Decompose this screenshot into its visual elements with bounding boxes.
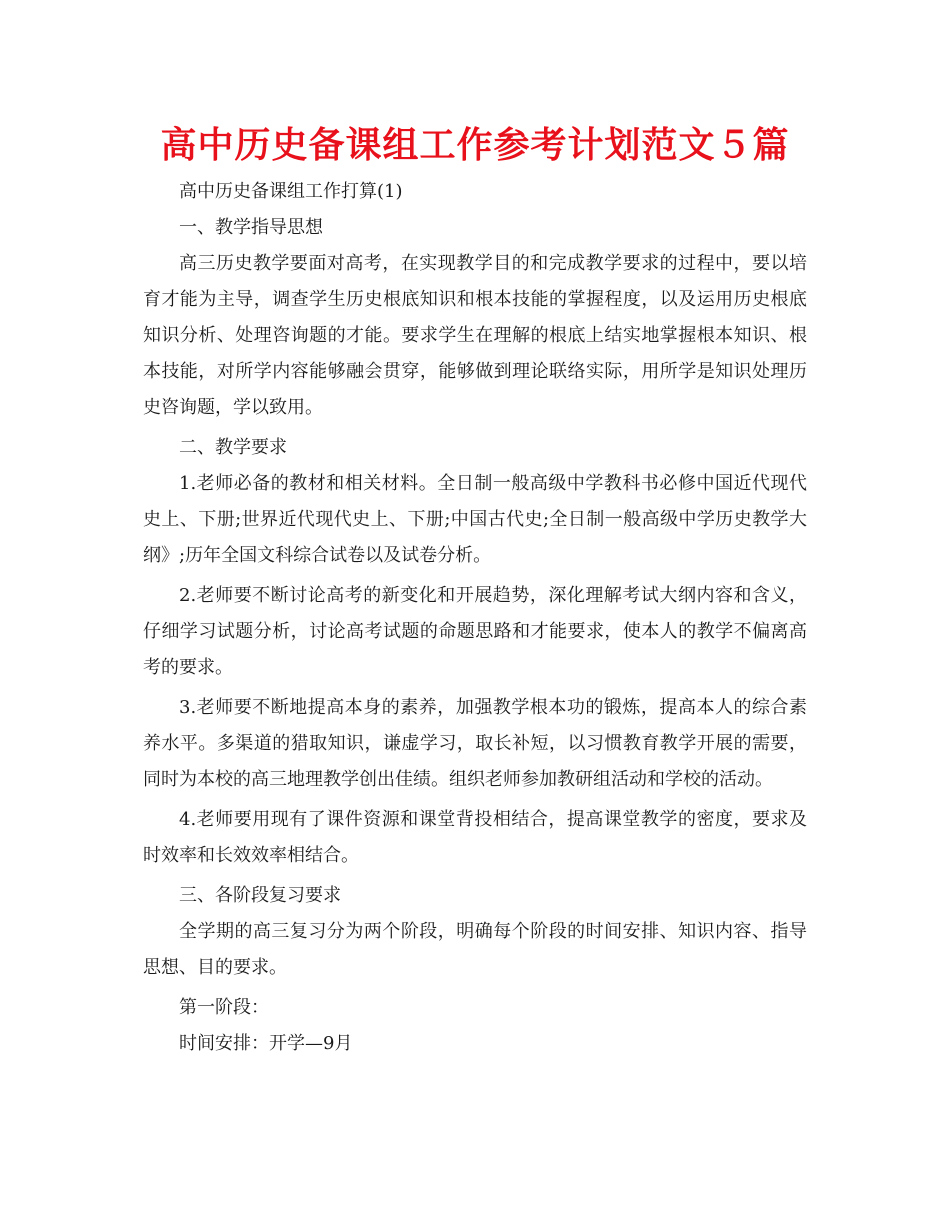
section-heading-stage-requirements: 三、各阶段复习要求 xyxy=(179,885,341,906)
stage-one-time: 时间安排：开学—9月 xyxy=(179,1033,353,1054)
document-title: 高中历史备课组工作参考计划范文５篇 xyxy=(160,125,790,166)
list-item-courseware: 4.老师要用现有了课件资源和课堂背投相结合，提高课堂教学的密度，要求及时效率和长效效率相结合。 xyxy=(143,809,807,866)
list-item-exam-research: 2.老师要不断讨论高考的新变化和开展趋势，深化理解考试大纲内容和含义，仔细学习试题分析，讨论高考试题的命题思路和才能要求，使本人的教学不偏离高考的要求。 xyxy=(143,585,807,678)
list-item-materials: 1.老师必备的教材和相关材料。全日制一般高级中学教科书必修中国近代现代史上、下册;世界近代现代史上、下册;中国古代史;全日制一般高级中学历史教学大纲》;历年全国文科综合试卷以及试卷分析。 xyxy=(143,473,807,566)
paragraph-stage-overview: 全学期的高三复习分为两个阶段，明确每个阶段的时间安排、知识内容、指导思想、目的要求。 xyxy=(143,921,807,978)
stage-one-label: 第一阶段： xyxy=(179,997,269,1018)
paragraph-guiding-ideas: 高三历史教学要面对高考，在实现教学目的和完成教学要求的过程中，要以培育才能为主导，调查学生历史根底知识和根本技能的掌握程度，以及运用历史根底知识分析、处理咨询题的才能。要求学生在理解的根底上结实地掌握根本知识、根本技能，对所学内容能够融会贯穿，能够做到理论联络实际，用所学是知识处理历史咨询题，学以致用。 xyxy=(143,253,807,418)
document-subtitle: 高中历史备课组工作打算(1) xyxy=(179,181,403,202)
section-heading-guiding-ideas: 一、教学指导思想 xyxy=(179,217,323,238)
section-heading-teaching-requirements: 二、教学要求 xyxy=(179,437,287,458)
list-item-self-improvement: 3.老师要不断地提高本身的素养，加强教学根本功的锻炼，提高本人的综合素养水平。多渠道的猎取知识，谦虚学习，取长补短，以习惯教育教学开展的需要，同时为本校的高三地理教学创出佳绩。组织老师参加教研组活动和学校的活动。 xyxy=(143,697,807,790)
